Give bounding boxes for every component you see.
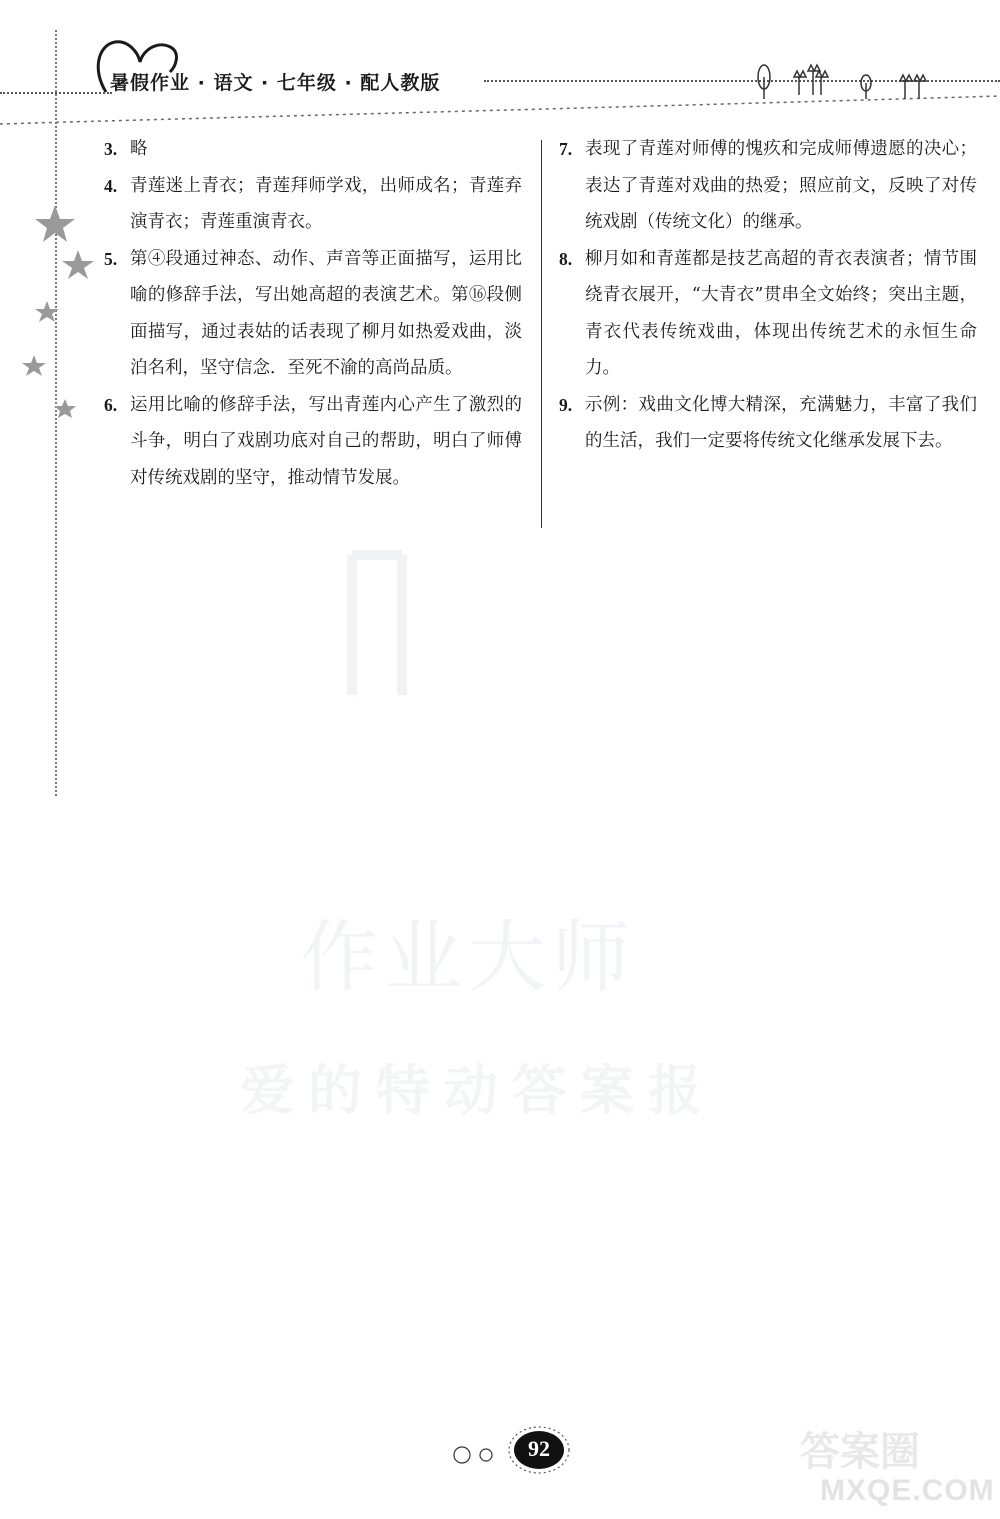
answer-item-6 (104, 387, 522, 497)
answer-number: 8. (559, 248, 573, 269)
tulip-tree-decoration-icon (750, 55, 950, 105)
answer-number: 9. (559, 394, 573, 415)
header-title: 暑假作业 · 语文 · 七年级 · 配人教版 (110, 72, 441, 94)
answer-text: 运用比喻的修辞手法，写出青莲内心产生了激烈的斗争，明白了戏剧功底对自己的帮助，明白了师傅对传统戏剧的坚守，推动情节发展。 (130, 394, 522, 488)
column-divider (541, 140, 542, 528)
stars-decoration-icon (20, 195, 100, 425)
answer-text: 示例：戏曲文化博大精深，充满魅力，丰富了我们的生活，我们一定要将传统文化继承发展下去。 (585, 394, 977, 451)
answer-text: 青莲迷上青衣；青莲拜师学戏，出师成名；青莲弃演青衣；青莲重演青衣。 (130, 175, 522, 232)
watermark-text-small: 爱的特动答案报 (240, 1059, 716, 1122)
answer-text: 第④段通过神态、动作、声音等正面描写，运用比喻的修辞手法，写出她高超的表演艺术。第⑯段侧面描写，通过表姑的话表现了柳月如热爱戏曲，淡泊名利，坚守信念．至死不渝的高尚品质。 (130, 248, 522, 378)
answers-right-column (559, 131, 977, 460)
answer-number: 5. (104, 248, 118, 269)
site-watermark-logo: 答案圈 (800, 1430, 920, 1474)
answer-text: 柳月如和青莲都是技艺高超的青衣表演者；情节围绕青衣展开，“大青衣”贯串全文始终；突出主题，青衣代表传统戏曲，体现出传统艺术的永恒生命力。 (585, 248, 977, 378)
page-number: 92 (528, 1436, 550, 1461)
answer-item-8 (559, 241, 977, 387)
answer-item-5 (104, 241, 522, 387)
answer-item-4 (104, 168, 522, 241)
answer-number: 3. (104, 139, 118, 159)
answer-item-9 (559, 387, 977, 460)
answers-left-column (104, 131, 522, 496)
answer-number: 4. (104, 175, 118, 196)
answer-item-7 (559, 131, 977, 241)
answer-text: 略 (130, 139, 148, 159)
answer-item-3 (104, 131, 522, 168)
watermark-text-large: 作业大师 (300, 913, 637, 1003)
answer-number: 6. (104, 394, 118, 415)
watermark-bracket-shape (342, 545, 422, 705)
site-watermark-url: MXQE.COM (820, 1474, 995, 1507)
answer-number: 7. (559, 139, 573, 159)
answer-text: 表现了青莲对师傅的愧疚和完成师傅遗愿的决心；表达了青莲对戏曲的热爱；照应前文，反映了对传统戏剧（传统文化）的继承。 (585, 139, 977, 232)
